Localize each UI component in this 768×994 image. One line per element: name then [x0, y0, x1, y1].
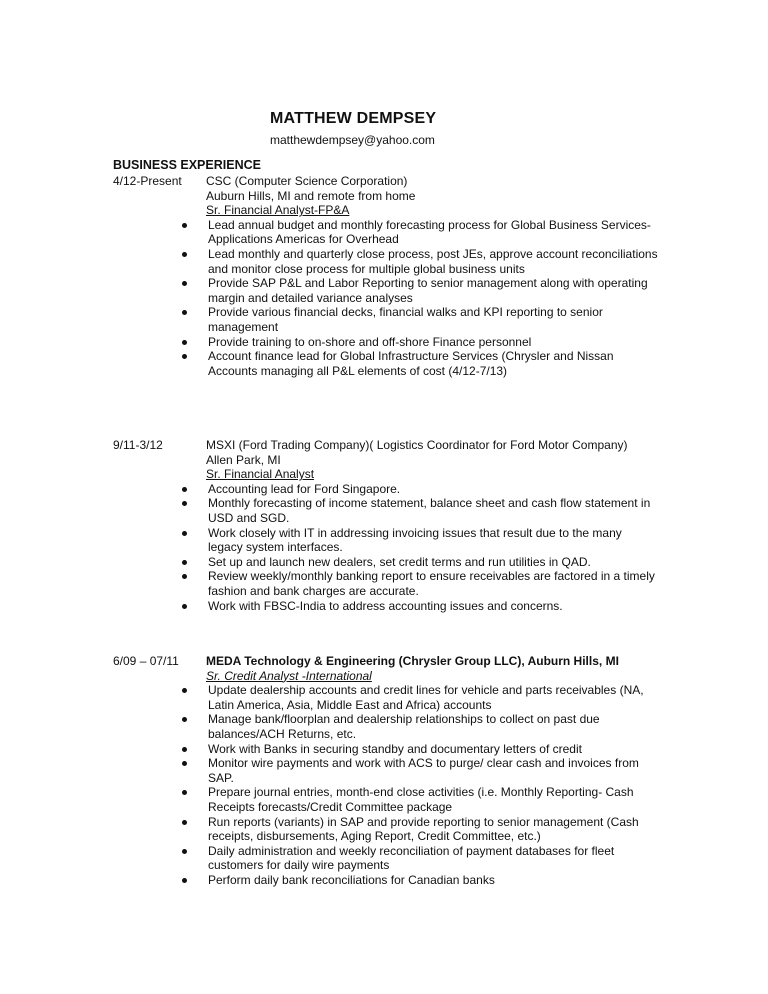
bullet-icon [182, 820, 187, 825]
list-item [208, 873, 658, 888]
job-location: Allen Park, MI [206, 452, 281, 467]
bullet-icon [182, 574, 187, 579]
bullet-text: Work with Banks in securing standby and documentary letters of credit [208, 741, 582, 756]
bullet-text: Update dealership accounts and credit lines for vehicle and parts receivables (NA, Latin America, Asia, Middle East and Africa) accounts [208, 683, 644, 712]
list-item [208, 247, 658, 276]
job-header [206, 654, 658, 683]
job-employer: MSXI (Ford Trading Company)( Logistics Coordinator for Ford Motor Company) [206, 438, 628, 452]
section-heading-business-experience: BUSINESS EXPERIENCE [113, 158, 261, 172]
bullet-icon [182, 747, 187, 752]
bullet-text: Provide SAP P&L and Labor Reporting to senior management along with operating margin and detailed variance analyses [208, 276, 648, 305]
bullet-text: Accounting lead for Ford Singapore. [208, 481, 401, 496]
bullet-icon [182, 849, 187, 854]
job-employer: MEDA Technology & Engineering (Chrysler Group LLC), Auburn Hills, MI [206, 654, 619, 668]
list-item [208, 218, 658, 247]
bullet-text: Prepare journal entries, month-end close activities (i.e. Monthly Reporting- Cash Receipts forecasts/Credit Committee package [208, 785, 634, 814]
bullet-icon [182, 790, 187, 795]
list-item [208, 482, 658, 497]
job-dates: 9/11-3/12 [113, 438, 163, 452]
bullet-icon [182, 340, 187, 345]
list-item [208, 815, 658, 844]
bullet-text: Set up and launch new dealers, set credit terms and run utilities in QAD. [208, 554, 591, 569]
job-entry-meda [113, 654, 658, 888]
bullet-icon [182, 281, 187, 286]
job-entry-csc [113, 174, 658, 378]
job-location: Auburn Hills, MI and remote from home [206, 188, 416, 203]
bullet-text: Perform daily bank reconciliations for Canadian banks [208, 872, 495, 887]
bullet-icon [182, 501, 187, 506]
bullet-icon [182, 252, 187, 257]
bullet-icon [182, 688, 187, 693]
bullet-icon [182, 531, 187, 536]
candidate-name: MATTHEW DEMPSEY [270, 110, 437, 127]
candidate-email[interactable]: matthewdempsey@yahoo.com [270, 133, 435, 147]
job-header [206, 438, 658, 482]
bullet-text: Work closely with IT in addressing invoicing issues that result due to the many legacy system interfaces. [208, 525, 622, 555]
job-dates: 4/12-Present [113, 174, 182, 188]
list-item [208, 683, 658, 712]
list-item [208, 305, 658, 334]
bullet-text: Provide various financial decks, financial walks and KPI reporting to senior management [208, 305, 603, 334]
bullet-text: Work with FBSC-India to address accounting issues and concerns. [208, 598, 563, 613]
bullet-text: Account finance lead for Global Infrastructure Services (Chrysler and Nissan Accounts managing all P&L elements of cost (4/12-7/13) [208, 349, 614, 378]
bullet-icon [182, 878, 187, 883]
job-header [206, 174, 658, 218]
list-item [208, 569, 658, 598]
job-bullet-list [208, 683, 658, 887]
list-item [208, 335, 658, 350]
bullet-text: Manage bank/floorplan and dealership relationships to collect on past due balances/ACH Returns, etc. [208, 712, 600, 741]
list-item [208, 742, 658, 757]
list-item [208, 844, 658, 873]
list-item [208, 349, 658, 378]
bullet-text: Run reports (variants) in SAP and provide reporting to senior management (Cash receipts, disbursements, Aging Report, Credit Committee, etc.) [208, 814, 639, 844]
bullet-icon [182, 604, 187, 609]
list-item [208, 785, 658, 814]
bullet-icon [182, 761, 187, 766]
bullet-text: Monthly forecasting of income statement, balance sheet and cash flow statement in USD and SGD. [208, 496, 651, 525]
list-item [208, 276, 658, 305]
job-title: Sr. Financial Analyst-FP&A [206, 203, 350, 218]
bullet-icon [182, 223, 187, 228]
bullet-text: Daily administration and weekly reconciliation of payment databases for fleet customers for daily wire payments [208, 843, 615, 873]
list-item [208, 555, 658, 570]
list-item [208, 526, 658, 555]
job-entry-msxi [113, 438, 658, 613]
list-item [208, 756, 658, 785]
job-bullet-list [208, 218, 658, 379]
job-title: Sr. Financial Analyst [206, 467, 315, 482]
bullet-text: Lead annual budget and monthly forecasting process for Global Business Services-Applications Americas for Overhead [208, 217, 651, 247]
job-dates: 6/09 – 07/11 [113, 654, 179, 668]
bullet-text: Provide training to on-shore and off-shore Finance personnel [208, 334, 532, 349]
bullet-text: Lead monthly and quarterly close process, post JEs, approve account reconciliations and monitor close process for multiple global business units [208, 246, 658, 276]
list-item [208, 599, 658, 614]
job-employer: CSC (Computer Science Corporation) [206, 174, 408, 188]
bullet-icon [182, 560, 187, 565]
bullet-text: Review weekly/monthly banking report to ensure receivables are factored in a timely fashion and bank charges are accurate. [208, 569, 655, 598]
job-title: Sr. Credit Analyst -International [206, 668, 372, 683]
bullet-text: Monitor wire payments and work with ACS to purge/ clear cash and invoices from SAP. [208, 756, 639, 785]
bullet-icon [182, 310, 187, 315]
bullet-icon [182, 354, 187, 359]
bullet-icon [182, 717, 187, 722]
bullet-icon [182, 487, 187, 492]
list-item [208, 496, 658, 525]
list-item [208, 712, 658, 741]
job-bullet-list [208, 482, 658, 613]
